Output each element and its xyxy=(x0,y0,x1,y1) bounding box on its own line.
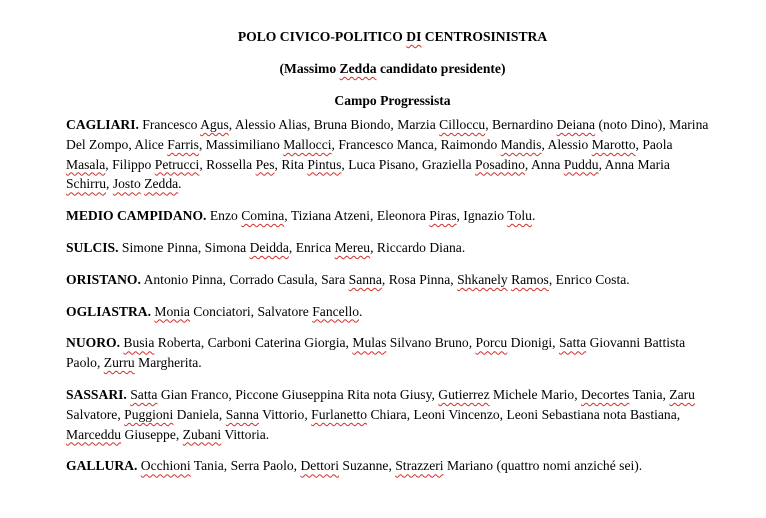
list-name: Campo Progressista xyxy=(334,93,451,108)
province-label: ORISTANO. xyxy=(66,271,141,287)
section-ogliastra xyxy=(66,302,716,322)
province-label: GALLURA. xyxy=(66,458,138,474)
province-label: SULCIS. xyxy=(66,239,119,255)
document-subtitle: (Massimo Zedda candidato presidente) xyxy=(279,61,506,76)
candidate-names: Occhioni Tania, Serra Paolo, Dettori Suzanne, Strazzeri Mariano (quattro nomi anziché sei). xyxy=(140,458,643,474)
province-label: OGLIASTRA. xyxy=(66,303,151,319)
section-gallura xyxy=(66,456,716,476)
section-medio-campidano xyxy=(66,206,716,226)
province-label: MEDIO CAMPIDANO. xyxy=(66,208,207,224)
candidate-sections xyxy=(66,115,716,476)
candidate-names: Monia Conciatori, Salvatore Fancello. xyxy=(154,303,363,319)
candidate-names: Enzo Comina, Tiziana Atzeni, Eleonora Piras, Ignazio Tolu. xyxy=(209,208,536,224)
candidate-names: Busia Roberta, Carboni Caterina Giorgia, Mulas Silvano Bruno, Porcu Dionigi, Satta Giovanni Battista Paolo, Zurru Margherita. xyxy=(66,335,686,371)
document-title: POLO CIVICO-POLITICO DI CENTROSINISTRA xyxy=(237,29,548,44)
section-cagliari xyxy=(66,115,716,194)
candidate-names: Francesco Agus, Alessio Alias, Bruna Biondo, Marzia Cilloccu, Bernardino Deiana (noto Dino), Marina Del Zompo, Alice Farris, Massimiliano Mallocci, Francesco Manca, Raimondo Mandis, Alessio Marotto, Paola Masala, Filippo Petrucci, Rossella Pes, Rita Pintus, Luca Pisano, Graziella Posadino, Anna Puddu, Anna Maria Schirru, Josto Zedda. xyxy=(66,117,709,192)
section-sassari xyxy=(66,385,716,444)
section-sulcis xyxy=(66,238,716,258)
province-label: CAGLIARI. xyxy=(66,117,139,132)
province-label: NUORO. xyxy=(66,335,120,351)
section-nuoro xyxy=(66,333,716,373)
section-oristano xyxy=(66,270,716,290)
candidate-names: Satta Gian Franco, Piccone Giuseppina Rita nota Giusy, Gutierrez Michele Mario, Decortes Tania, Zaru Salvatore, Puggioni Daniela, Sanna Vittorio, Furlanetto Chiara, Leoni Vincenzo, Leoni Sebastiana nota Bastiana, Marceddu Giuseppe, Zubani Vittoria. xyxy=(66,386,695,442)
candidate-names: Antonio Pinna, Corrado Casula, Sara Sanna, Rosa Pinna, Shkanely Ramos, Enrico Costa. xyxy=(143,271,630,287)
document-page xyxy=(66,24,716,488)
candidate-names: Simone Pinna, Simona Deidda, Enrica Mereu, Riccardo Diana. xyxy=(121,239,466,255)
province-label: SASSARI. xyxy=(66,386,127,402)
